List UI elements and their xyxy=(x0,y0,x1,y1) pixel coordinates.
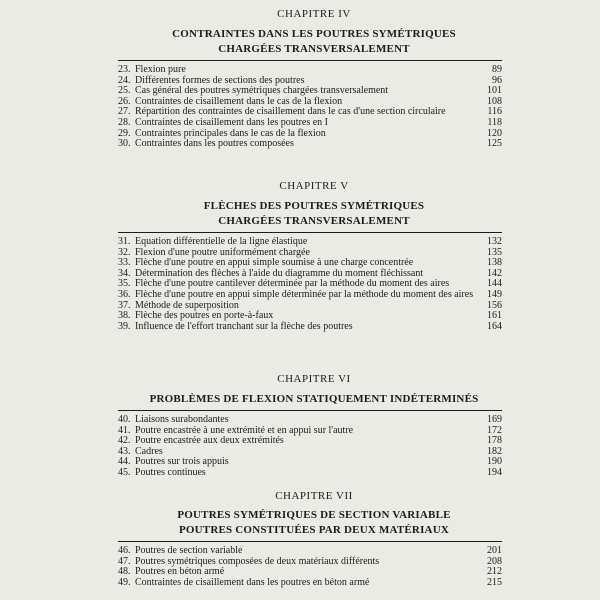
entry-number: 33. xyxy=(118,257,131,269)
entry-page: 89 xyxy=(492,64,502,75)
chapter-label: CHAPITRE IV xyxy=(277,8,351,20)
entry-title: Liaisons surabondantes xyxy=(135,414,229,425)
chapter-entries xyxy=(118,546,502,588)
chapter-title-line: FLÈCHES DES POUTRES SYMÉTRIQUES xyxy=(203,200,425,212)
entry-title: Contraintes dans les poutres composées xyxy=(135,138,294,150)
entry-title: Flexion d'une poutre uniformément chargée xyxy=(135,246,310,258)
entry-title: Contraintes de cisaillement dans les poutres en béton armé xyxy=(135,576,370,588)
entry-title: Poutres en béton armé xyxy=(135,566,225,578)
entry-page: 156 xyxy=(487,299,502,311)
entry-page: 161 xyxy=(487,310,502,322)
chapter-vi xyxy=(0,373,600,479)
entry-title: Poutre encastrée à une extrémité et en appui sur l'autre xyxy=(135,424,354,436)
chapter-title-line: POUTRES CONSTITUÉES PAR DEUX MATÉRIAUX xyxy=(178,524,449,536)
entry-number: 42. xyxy=(118,435,131,447)
entry-title: Flèche d'une poutre cantilever déterminée par la méthode du moment des aires xyxy=(135,278,450,290)
entry-number: 26. xyxy=(118,95,131,107)
chapter-label: CHAPITRE VI xyxy=(277,373,351,385)
chapter-entries xyxy=(118,237,502,332)
chapter-title-line: PROBLÈMES DE FLEXION STATIQUEMENT INDÉTERMINÉS xyxy=(149,393,479,405)
entry-number: 30. xyxy=(118,138,131,150)
entry-page: 142 xyxy=(487,267,502,279)
chapter-title-line: CHARGÉES TRANSVERSALEMENT xyxy=(218,215,410,227)
entry-number: 29. xyxy=(118,127,131,139)
entry-number: 46. xyxy=(118,545,131,556)
toc-entry[interactable] xyxy=(118,415,502,426)
entry-number: 37. xyxy=(118,299,131,311)
entry-page: 212 xyxy=(487,566,502,578)
entry-page: 149 xyxy=(487,288,502,300)
entry-page: 144 xyxy=(487,278,502,290)
toc-entry[interactable] xyxy=(118,322,502,333)
entry-page: 138 xyxy=(487,257,502,269)
entry-title: Cas général des poutres symétriques chargées transversalement xyxy=(135,85,389,97)
entry-number: 47. xyxy=(118,555,131,567)
entry-number: 39. xyxy=(118,320,131,332)
entry-page: 118 xyxy=(487,116,502,128)
entry-number: 24. xyxy=(118,74,131,86)
entry-page: 135 xyxy=(487,246,502,258)
toc-entry[interactable] xyxy=(118,468,502,479)
entry-title: Flèche d'une poutre en appui simple soumise à une charge concentrée xyxy=(135,257,414,269)
entry-page: 178 xyxy=(487,435,502,447)
entry-number: 38. xyxy=(118,310,131,322)
entry-title: Flexion pure xyxy=(135,64,186,75)
entry-title: Poutres symétriques composées de deux matériaux différents xyxy=(135,555,380,567)
chapter-entries xyxy=(118,415,502,479)
toc-entry[interactable] xyxy=(118,65,502,76)
toc-entry[interactable] xyxy=(118,290,502,301)
entry-page: 101 xyxy=(487,85,502,97)
entry-page: 116 xyxy=(487,106,502,118)
entry-page: 108 xyxy=(487,95,502,107)
entry-page: 215 xyxy=(487,576,502,588)
entry-title: Détermination des flèches à l'aide du diagramme du moment fléchissant xyxy=(135,267,424,279)
entry-title: Flèche des poutres en porte-à-faux xyxy=(135,310,274,322)
entry-page: 194 xyxy=(487,466,502,478)
toc-entry[interactable] xyxy=(118,139,502,150)
entry-number: 34. xyxy=(118,267,131,279)
chapter-rule xyxy=(118,410,502,411)
entry-number: 44. xyxy=(118,456,131,468)
entry-page: 169 xyxy=(487,414,502,425)
entry-title: Poutre encastrée aux deux extrémités xyxy=(135,435,284,447)
toc-entry[interactable] xyxy=(118,436,502,447)
entry-title: Equation différentielle de la ligne élastique xyxy=(135,236,308,247)
chapter-iv xyxy=(0,8,600,150)
entry-number: 43. xyxy=(118,445,131,457)
entry-number: 27. xyxy=(118,106,131,118)
entry-number: 49. xyxy=(118,576,131,588)
entry-title: Méthode de superposition xyxy=(135,299,239,311)
chapter-title-line: CONTRAINTES DANS LES POUTRES SYMÉTRIQUES xyxy=(172,28,456,40)
entry-number: 25. xyxy=(118,85,131,97)
entry-number: 28. xyxy=(118,116,131,128)
entry-page: 208 xyxy=(487,555,502,567)
entry-page: 190 xyxy=(487,456,502,468)
entry-title: Contraintes principales dans le cas de la flexion xyxy=(135,127,326,139)
chapter-title-line: CHARGÉES TRANSVERSALEMENT xyxy=(218,43,410,55)
toc-entry[interactable] xyxy=(118,578,502,589)
chapter-rule xyxy=(118,541,502,542)
toc-entry[interactable] xyxy=(118,237,502,248)
entry-number: 32. xyxy=(118,246,131,258)
entry-title: Contraintes de cisaillement dans les poutres en I xyxy=(135,116,329,128)
entry-page: 125 xyxy=(487,138,502,150)
toc-entry[interactable] xyxy=(118,546,502,557)
toc-entry[interactable] xyxy=(118,118,502,129)
chapter-entries xyxy=(118,65,502,150)
chapter-rule xyxy=(118,60,502,61)
entry-page: 132 xyxy=(487,236,502,247)
entry-number: 41. xyxy=(118,424,131,436)
entry-number: 48. xyxy=(118,566,131,578)
chapter-label: CHAPITRE VII xyxy=(275,490,353,502)
entry-title: Différentes formes de sections des poutres xyxy=(135,74,305,86)
entry-number: 35. xyxy=(118,278,131,290)
entry-number: 36. xyxy=(118,288,131,300)
chapter-label: CHAPITRE V xyxy=(279,180,349,192)
entry-title: Flèche d'une poutre en appui simple déterminée par la méthode du moment des aires xyxy=(135,288,474,300)
entry-title: Contraintes de cisaillement dans le cas de la flexion xyxy=(135,95,343,107)
entry-page: 120 xyxy=(487,127,502,139)
entry-number: 40. xyxy=(118,414,131,425)
entry-number: 31. xyxy=(118,236,131,247)
entry-title: Poutres continues xyxy=(135,466,206,478)
entry-number: 45. xyxy=(118,466,131,478)
entry-title: Répartition des contraintes de cisaillement dans le cas d'une section circulaire xyxy=(135,106,446,118)
entry-title: Influence de l'effort tranchant sur la flèche des poutres xyxy=(135,320,353,332)
chapter-rule xyxy=(118,232,502,233)
entry-number: 23. xyxy=(118,64,131,75)
entry-page: 96 xyxy=(492,74,502,86)
entry-title: Cadres xyxy=(135,445,163,457)
entry-page: 201 xyxy=(487,545,502,556)
entry-page: 172 xyxy=(487,424,502,436)
entry-title: Poutres de section variable xyxy=(135,545,243,556)
entry-title: Poutres sur trois appuis xyxy=(135,456,229,468)
entry-page: 164 xyxy=(487,320,502,332)
entry-page: 182 xyxy=(487,445,502,457)
chapter-vii xyxy=(0,490,600,588)
chapter-title-line: POUTRES SYMÉTRIQUES DE SECTION VARIABLE xyxy=(177,509,451,521)
chapter-v xyxy=(0,180,600,332)
